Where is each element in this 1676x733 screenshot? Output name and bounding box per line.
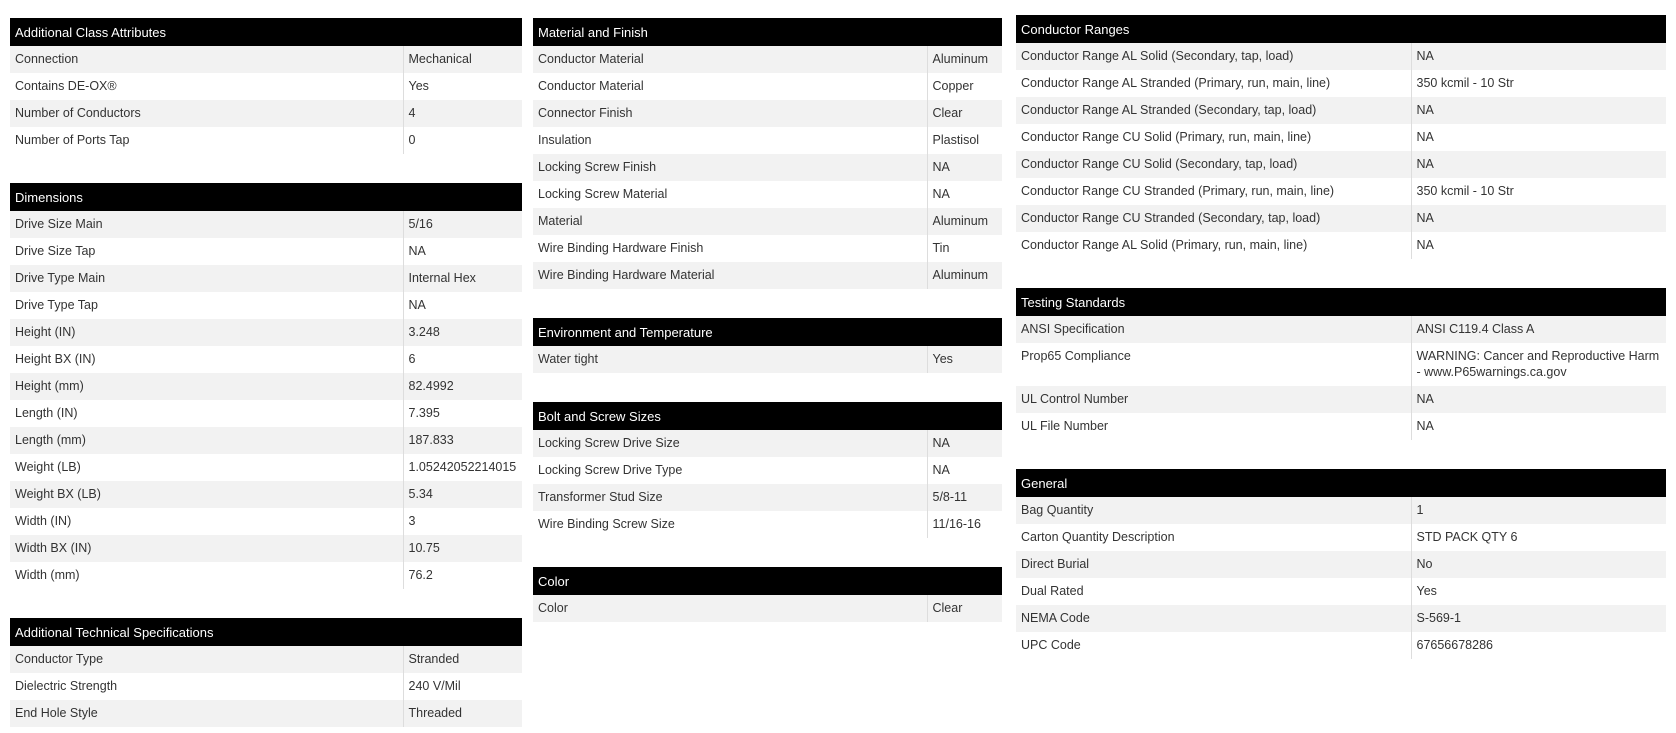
spec-table xyxy=(533,430,1002,538)
spec-row xyxy=(1016,232,1666,259)
spec-value: No xyxy=(1411,551,1666,578)
spec-value: ANSI C119.4 Class A xyxy=(1411,316,1666,343)
spec-row xyxy=(1016,124,1666,151)
spec-value: NA xyxy=(927,457,1002,484)
spec-row xyxy=(10,46,522,73)
section-header: Additional Class Attributes xyxy=(10,18,522,46)
spec-value: 11/16-16 xyxy=(927,511,1002,538)
spec-value: 3.248 xyxy=(403,319,522,346)
section-header: Dimensions xyxy=(10,183,522,211)
spec-label: NEMA Code xyxy=(1021,611,1090,625)
spec-label: Height (IN) xyxy=(15,325,76,339)
spec-row xyxy=(10,427,522,454)
spec-table xyxy=(533,346,1002,373)
spec-row xyxy=(533,262,1002,289)
spec-value: 5/16 xyxy=(403,211,522,238)
spec-row xyxy=(533,346,1002,373)
spec-value: 350 kcmil - 10 Str xyxy=(1411,178,1666,205)
spec-label: Conductor Material xyxy=(538,79,644,93)
spec-label: Drive Size Tap xyxy=(15,244,96,258)
spec-label: Width (mm) xyxy=(15,568,80,582)
spec-label: Conductor Range CU Stranded (Primary, run, main, line) xyxy=(1021,184,1335,198)
spec-row xyxy=(1016,343,1666,386)
spec-value: 5/8-11 xyxy=(927,484,1002,511)
section-dimensions xyxy=(10,183,522,589)
spec-row xyxy=(533,73,1002,100)
spec-label: Drive Size Main xyxy=(15,217,103,231)
spec-label: Wire Binding Screw Size xyxy=(538,517,675,531)
spec-value: NA xyxy=(1411,413,1666,440)
spec-value: Tin xyxy=(927,235,1002,262)
spec-value: Threaded xyxy=(403,700,522,727)
spec-row xyxy=(1016,524,1666,551)
spec-label: Prop65 Compliance xyxy=(1021,349,1131,363)
section-additional-class-attributes xyxy=(10,18,522,154)
spec-row xyxy=(1016,386,1666,413)
spec-row xyxy=(1016,178,1666,205)
spec-value: Yes xyxy=(927,346,1002,373)
spec-table xyxy=(1016,316,1666,440)
spec-label: Conductor Range AL Solid (Secondary, tap, load) xyxy=(1021,49,1294,63)
specs-column-2 xyxy=(533,18,1002,622)
spec-label: Conductor Range CU Solid (Secondary, tap, load) xyxy=(1021,157,1298,171)
spec-table xyxy=(10,46,522,154)
spec-label: Color xyxy=(538,601,568,615)
spec-row xyxy=(10,100,522,127)
spec-row xyxy=(533,46,1002,73)
spec-row xyxy=(10,535,522,562)
spec-row xyxy=(10,481,522,508)
section-header: Conductor Ranges xyxy=(1016,15,1666,43)
spec-label: Dielectric Strength xyxy=(15,679,118,693)
spec-value: 7.395 xyxy=(403,400,522,427)
spec-value: S-569-1 xyxy=(1411,605,1666,632)
spec-value: Aluminum xyxy=(927,46,1002,73)
spec-label: Conductor Range CU Stranded (Secondary, tap, load) xyxy=(1021,211,1321,225)
section-bolt-and-screw-sizes xyxy=(533,402,1002,538)
spec-table xyxy=(10,211,522,589)
spec-row xyxy=(1016,205,1666,232)
specs-column-1 xyxy=(10,18,522,727)
spec-label: Bag Quantity xyxy=(1021,503,1094,517)
spec-value: WARNING: Cancer and Reproductive Harm - www.P65warnings.ca.gov xyxy=(1411,343,1666,386)
spec-row xyxy=(533,430,1002,457)
spec-table xyxy=(1016,43,1666,259)
spec-row xyxy=(533,457,1002,484)
spec-label: Drive Type Tap xyxy=(15,298,98,312)
spec-row xyxy=(10,454,522,481)
spec-label: Conductor Type xyxy=(15,652,104,666)
spec-value: 10.75 xyxy=(403,535,522,562)
spec-value: 0 xyxy=(403,127,522,154)
spec-row xyxy=(1016,605,1666,632)
spec-table xyxy=(1016,497,1666,659)
spec-row xyxy=(533,154,1002,181)
spec-value: 76.2 xyxy=(403,562,522,589)
spec-row xyxy=(1016,578,1666,605)
spec-label: End Hole Style xyxy=(15,706,98,720)
spec-value: NA xyxy=(1411,43,1666,70)
spec-label: Dual Rated xyxy=(1021,584,1084,598)
spec-label: Carton Quantity Description xyxy=(1021,530,1175,544)
spec-value: Aluminum xyxy=(927,262,1002,289)
spec-row xyxy=(10,292,522,319)
section-additional-technical-specifications xyxy=(10,618,522,727)
spec-row xyxy=(1016,70,1666,97)
spec-label: Conductor Range AL Stranded (Primary, run, main, line) xyxy=(1021,76,1331,90)
spec-value: Stranded xyxy=(403,646,522,673)
spec-label: Weight BX (LB) xyxy=(15,487,101,501)
spec-label: Conductor Range CU Solid (Primary, run, main, line) xyxy=(1021,130,1312,144)
spec-value: NA xyxy=(927,430,1002,457)
spec-label: Length (mm) xyxy=(15,433,86,447)
spec-row xyxy=(10,646,522,673)
spec-row xyxy=(533,595,1002,622)
spec-row xyxy=(1016,551,1666,578)
spec-row xyxy=(10,373,522,400)
spec-label: Height (mm) xyxy=(15,379,84,393)
spec-row xyxy=(10,319,522,346)
spec-table xyxy=(10,646,522,727)
spec-value: NA xyxy=(927,181,1002,208)
spec-label: Length (IN) xyxy=(15,406,78,420)
spec-label: ANSI Specification xyxy=(1021,322,1125,336)
spec-label: Transformer Stud Size xyxy=(538,490,663,504)
spec-value: Clear xyxy=(927,100,1002,127)
section-header: Bolt and Screw Sizes xyxy=(533,402,1002,430)
spec-label: UL File Number xyxy=(1021,419,1109,433)
spec-label: Number of Ports Tap xyxy=(15,133,130,147)
spec-label: Locking Screw Drive Size xyxy=(538,436,680,450)
spec-row xyxy=(10,508,522,535)
spec-row xyxy=(10,73,522,100)
spec-value: NA xyxy=(1411,386,1666,413)
spec-value: Internal Hex xyxy=(403,265,522,292)
spec-value: NA xyxy=(927,154,1002,181)
spec-row xyxy=(1016,43,1666,70)
spec-row xyxy=(10,238,522,265)
spec-row xyxy=(1016,151,1666,178)
spec-label: Conductor Range AL Stranded (Secondary, tap, load) xyxy=(1021,103,1317,117)
spec-table xyxy=(533,46,1002,289)
spec-value: Mechanical xyxy=(403,46,522,73)
spec-row xyxy=(1016,632,1666,659)
spec-value: NA xyxy=(403,292,522,319)
spec-row xyxy=(10,562,522,589)
spec-row xyxy=(533,208,1002,235)
spec-value: Yes xyxy=(1411,578,1666,605)
spec-row xyxy=(1016,497,1666,524)
spec-label: Insulation xyxy=(538,133,592,147)
spec-value: NA xyxy=(1411,124,1666,151)
spec-value: NA xyxy=(1411,232,1666,259)
spec-label: Height BX (IN) xyxy=(15,352,96,366)
spec-value: 4 xyxy=(403,100,522,127)
spec-label: Wire Binding Hardware Finish xyxy=(538,241,704,255)
spec-label: Contains DE-OX® xyxy=(15,79,117,93)
spec-value: STD PACK QTY 6 xyxy=(1411,524,1666,551)
spec-label: Weight (LB) xyxy=(15,460,81,474)
spec-value: 350 kcmil - 10 Str xyxy=(1411,70,1666,97)
specs-column-3 xyxy=(1016,15,1666,659)
spec-value: 1.05242052214015 xyxy=(403,454,522,481)
spec-row xyxy=(10,700,522,727)
spec-row xyxy=(533,235,1002,262)
spec-row xyxy=(533,127,1002,154)
spec-label: UPC Code xyxy=(1021,638,1081,652)
spec-row xyxy=(10,127,522,154)
spec-value: 1 xyxy=(1411,497,1666,524)
section-header: Material and Finish xyxy=(533,18,1002,46)
spec-label: UL Control Number xyxy=(1021,392,1129,406)
section-header: Color xyxy=(533,567,1002,595)
spec-value: Yes xyxy=(403,73,522,100)
spec-value: 5.34 xyxy=(403,481,522,508)
spec-value: 240 V/Mil xyxy=(403,673,522,700)
section-header: Environment and Temperature xyxy=(533,318,1002,346)
section-header: Testing Standards xyxy=(1016,288,1666,316)
spec-label: Conductor Range AL Solid (Primary, run, main, line) xyxy=(1021,238,1308,252)
spec-label: Width (IN) xyxy=(15,514,72,528)
spec-row xyxy=(10,673,522,700)
section-color xyxy=(533,567,1002,622)
spec-label: Number of Conductors xyxy=(15,106,141,120)
spec-row xyxy=(10,265,522,292)
spec-label: Connector Finish xyxy=(538,106,633,120)
spec-label: Conductor Material xyxy=(538,52,644,66)
spec-value: Clear xyxy=(927,595,1002,622)
spec-value: 3 xyxy=(403,508,522,535)
spec-value: Aluminum xyxy=(927,208,1002,235)
spec-row xyxy=(533,484,1002,511)
spec-label: Locking Screw Finish xyxy=(538,160,657,174)
section-testing-standards xyxy=(1016,288,1666,440)
spec-value: NA xyxy=(1411,97,1666,124)
spec-value: NA xyxy=(1411,151,1666,178)
spec-label: Material xyxy=(538,214,583,228)
spec-value: 82.4992 xyxy=(403,373,522,400)
spec-row xyxy=(10,346,522,373)
section-environment-and-temperature xyxy=(533,318,1002,373)
spec-label: Connection xyxy=(15,52,79,66)
spec-label: Width BX (IN) xyxy=(15,541,92,555)
spec-value: 6 xyxy=(403,346,522,373)
spec-value: NA xyxy=(1411,205,1666,232)
spec-row xyxy=(10,400,522,427)
spec-row xyxy=(1016,97,1666,124)
spec-value: 187.833 xyxy=(403,427,522,454)
spec-label: Wire Binding Hardware Material xyxy=(538,268,715,282)
spec-row xyxy=(10,211,522,238)
spec-row xyxy=(533,100,1002,127)
spec-value: Copper xyxy=(927,73,1002,100)
spec-label: Direct Burial xyxy=(1021,557,1090,571)
spec-label: Drive Type Main xyxy=(15,271,106,285)
spec-row xyxy=(1016,413,1666,440)
spec-label: Locking Screw Material xyxy=(538,187,668,201)
spec-value: NA xyxy=(403,238,522,265)
section-general xyxy=(1016,469,1666,659)
section-conductor-ranges xyxy=(1016,15,1666,259)
section-material-and-finish xyxy=(533,18,1002,289)
spec-table xyxy=(533,595,1002,622)
spec-row xyxy=(533,181,1002,208)
spec-label: Locking Screw Drive Type xyxy=(538,463,683,477)
section-header: General xyxy=(1016,469,1666,497)
spec-label: Water tight xyxy=(538,352,598,366)
spec-row xyxy=(1016,316,1666,343)
spec-row xyxy=(533,511,1002,538)
spec-value: Plastisol xyxy=(927,127,1002,154)
spec-value: 67656678286 xyxy=(1411,632,1666,659)
section-header: Additional Technical Specifications xyxy=(10,618,522,646)
